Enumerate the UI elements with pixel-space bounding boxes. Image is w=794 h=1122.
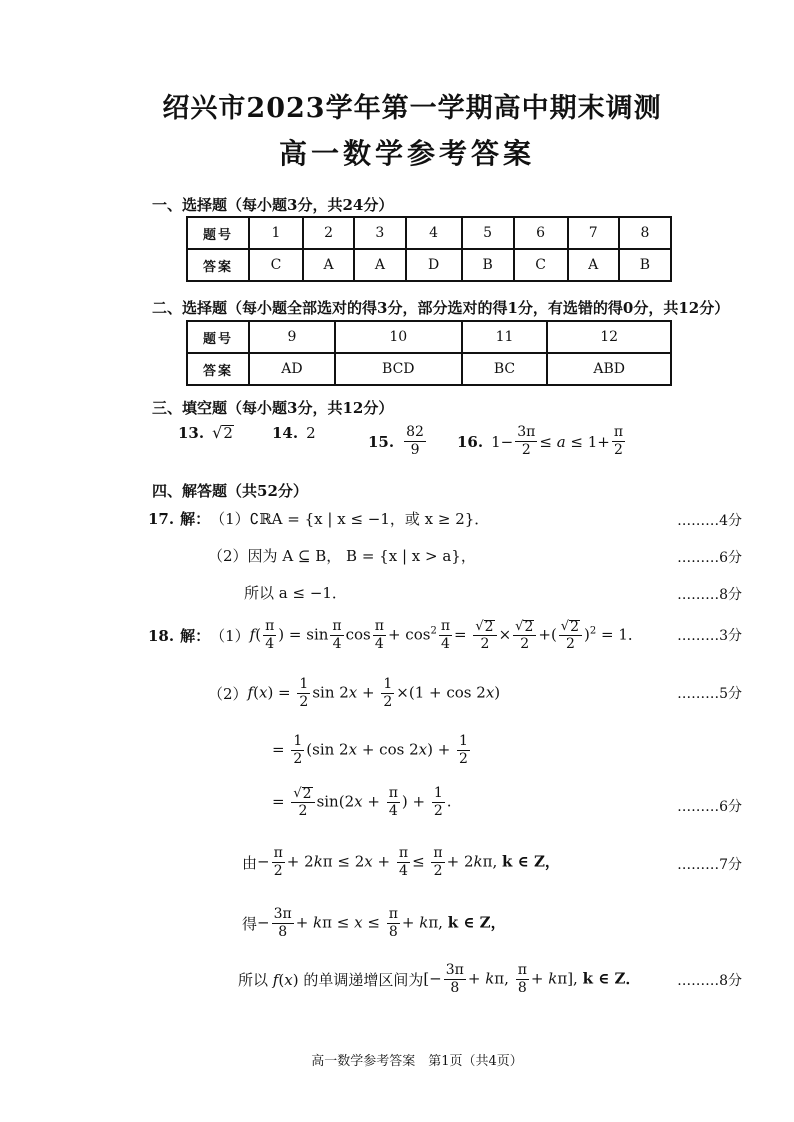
choice-answer-table-2 <box>186 320 672 386</box>
question-number-cell: 1 <box>249 217 303 249</box>
table-header-cell: 答案 <box>187 353 249 385</box>
section1-title: 一、选择题 <box>152 196 228 214</box>
question-number-cell: 2 <box>303 217 354 249</box>
question-number-cell: 6 <box>514 217 568 249</box>
word-de: 得 <box>242 915 258 933</box>
table-header-cell: 题号 <box>187 321 249 353</box>
sqrt-argument: 2 <box>223 424 233 442</box>
question-number-cell: 11 <box>462 321 548 353</box>
fill-answer-13 <box>178 424 234 442</box>
denominator: 9 <box>410 442 420 458</box>
question-number-cell: 7 <box>568 217 619 249</box>
score-mark: ………8分 <box>677 587 742 603</box>
q17-line-3 <box>244 582 347 603</box>
q17-line-2 <box>208 545 476 566</box>
monotone-text: 的单调递增区间为 <box>303 971 424 989</box>
answer-cell: D <box>406 249 462 281</box>
k-in-z: k ∈ Z． <box>582 969 641 988</box>
question-number-cell: 3 <box>354 217 405 249</box>
table-row <box>187 353 671 385</box>
question-number-cell: 4 <box>406 217 462 249</box>
numerator: 82 <box>406 424 424 440</box>
question-number: 14. <box>272 424 299 442</box>
q18-part2-combine: = $\frac{1}{2}$ (sin 2x + cos 2x) + $\frac{1}{2}$ <box>272 733 468 767</box>
q17-complement-statement: ∁ℝA = {x | x ≤ −1，或 x ≥ 2}． <box>249 510 490 528</box>
fraction <box>404 424 426 459</box>
score-mark: ………3分 <box>677 628 742 644</box>
answer-cell: B <box>619 249 671 281</box>
part-label: （1） <box>210 627 250 645</box>
section2-title: 二、选择题 <box>152 299 228 317</box>
score-mark: ………7分 <box>677 857 742 873</box>
fill-answer-16: 16. 1− $\frac{3\pi}{2}$ ≤ a ≤ 1+ $\frac{\pi}{2}$ <box>457 424 624 458</box>
q18-line-2 <box>208 676 500 711</box>
exam-subtitle: 高一数学参考答案 <box>278 137 535 170</box>
q17-conclusion: 所以 a ≤ −1． <box>244 584 347 602</box>
answer-cell: BCD <box>335 353 462 385</box>
section4-note: （共52分） <box>227 482 308 500</box>
q18-part2-expand: f(x) = $\frac{1}{2}$ sin 2x + $\frac{1}{2}$ ×(1 + cos 2x) <box>247 676 501 710</box>
question-number-cell: 10 <box>335 321 462 353</box>
word-you: 由 <box>242 854 258 872</box>
section3-title: 三、填空题 <box>152 399 228 417</box>
solution-label: 解： <box>180 510 211 528</box>
section1-note: （每小题3分，共24分） <box>227 196 394 214</box>
score-mark: ………5分 <box>677 686 742 702</box>
table-row <box>187 217 671 249</box>
part-label: （1） <box>210 510 250 528</box>
score-mark: ………4分 <box>677 513 742 529</box>
table-header-cell: 答案 <box>187 249 249 281</box>
choice-answer-table-1 <box>186 216 672 282</box>
k-in-z: k ∈ Z， <box>447 913 506 932</box>
answer-cell: C <box>514 249 568 281</box>
answer-value: 2 <box>306 424 316 442</box>
page-footer: 高一数学参考答案 第1页（共4页） <box>311 1054 523 1069</box>
answer-cell: ABD <box>547 353 671 385</box>
question-number-cell: 12 <box>547 321 671 353</box>
part-label: （2） <box>208 547 248 565</box>
section4-heading <box>152 480 308 501</box>
section2-heading <box>152 297 729 318</box>
answer-cell: BC <box>462 353 548 385</box>
exam-title: 绍兴市2023学年第一学期高中期末调测 <box>162 93 662 124</box>
question-number-cell: 8 <box>619 217 671 249</box>
q18-line-3 <box>272 733 472 768</box>
q18-line-6 <box>242 906 506 941</box>
solution-label: 解： <box>180 627 211 645</box>
section2-note: （每小题全部选对的得3分，部分选对的得1分，有选错的得0分，共12分） <box>227 299 730 317</box>
answer-cell: A <box>568 249 619 281</box>
q18-x-range: − $\frac{3\pi}{8}$ + kπ ≤ x ≤ $\frac{\pi}{8}$ + kπ, k ∈ Z， <box>257 906 506 940</box>
question-number-cell: 5 <box>462 217 514 249</box>
q18-interval: [− $\frac{3\pi}{8}$ + kπ, $\frac{\pi}{8}$ + kπ], k ∈ Z． <box>423 962 641 996</box>
section4-title: 四、解答题 <box>152 482 228 500</box>
score-mark: ………6分 <box>677 550 742 566</box>
answer-cell: A <box>354 249 405 281</box>
table-header-cell: 题号 <box>187 217 249 249</box>
section3-heading <box>152 397 393 418</box>
answer-cell: C <box>249 249 303 281</box>
q18-part2-simplify: = √ 2 2 sin(2x + $\frac{\pi}{4}$ ) + $\frac{1}{2}$ . <box>272 785 452 819</box>
q18-line-4 <box>272 785 452 820</box>
table-row <box>187 249 671 281</box>
score-mark: ………6分 <box>677 799 742 815</box>
q18-line-7: 所以 f(x) 的单调递增区间为 [− $\frac{3\pi}{8}$ + kπ, $\frac{\pi}{8}$ + kπ], k ∈ Z． <box>238 962 641 996</box>
question-number-cell: 9 <box>249 321 335 353</box>
q18-line-1 <box>148 618 643 653</box>
fill-answer-15 <box>368 424 428 459</box>
sqrt-expression: √ 2 <box>212 423 233 442</box>
question-number: 15. <box>368 432 395 451</box>
question-number: 17. <box>148 509 175 528</box>
q17-line-1 <box>148 508 489 529</box>
k-in-z: k ∈ Z， <box>502 852 560 871</box>
fill-answer-14 <box>272 424 316 442</box>
part-label: （2） <box>208 685 248 703</box>
answer-cell: AD <box>249 353 335 385</box>
answer-cell: A <box>303 249 354 281</box>
question-number: 16. <box>457 432 484 451</box>
table-row <box>187 321 671 353</box>
question-number: 18. <box>148 626 175 645</box>
q18-line-5 <box>242 845 560 880</box>
q17-subset-statement: 因为 A ⊆ B， B = {x | x > a}， <box>247 547 476 565</box>
section1-heading <box>152 194 393 215</box>
word-suoyi: 所以 <box>238 971 269 989</box>
score-mark: ………8分 <box>677 973 742 989</box>
q18-inequality: − $\frac{\pi}{2}$ + 2kπ ≤ 2x + $\frac{\pi}{4}$ ≤ $\frac{\pi}{2}$ + 2kπ, k ∈ Z， <box>257 845 560 879</box>
section3-note: （每小题3分，共12分） <box>227 399 394 417</box>
question-number: 13. <box>178 424 205 442</box>
q18-part1-formula: f( $\frac{\pi}{4}$ ) = sin $\frac{\pi}{4}$ cos $\frac{\pi}{4}$ + $\cos^2$ $\frac{\pi}{4}$ = √ 2 2 × √ 2 2 +( √ 2 2 )$^2$ = 1． <box>249 618 643 652</box>
answer-cell: B <box>462 249 514 281</box>
